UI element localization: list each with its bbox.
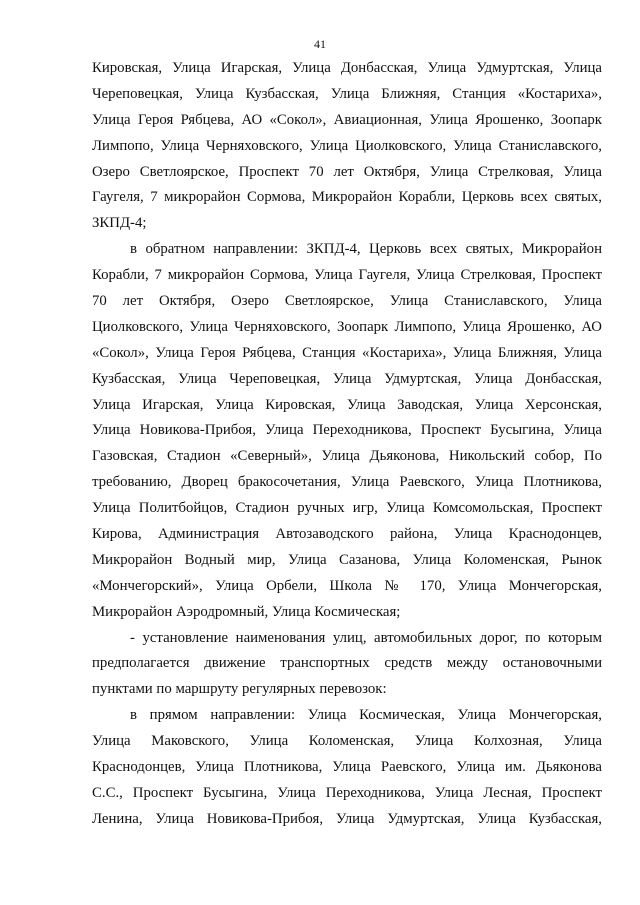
text-line: Микрорайон Водный мир, Улица Сазанова, Улица Коломенская, Рынок (92, 551, 602, 568)
text-line: Улица Игарская, Улица Кировская, Улица Заводская, Улица Херсонская, (92, 396, 602, 413)
text-line: пунктами по маршруту регулярных перевозок: (92, 681, 387, 698)
text-line: Краснодонцев, Улица Плотникова, Улица Раевского, Улица им. Дьяконова (92, 759, 602, 776)
text-line: Ленина, Улица Новикова-Прибоя, Улица Удмуртская, Улица Кузбасская, (92, 810, 602, 827)
text-line: Череповецкая, Улица Кузбасская, Улица Ближняя, Станция «Костариха», (92, 85, 602, 102)
text-line: «Мончегорский», Улица Орбели, Школа № 170, Улица Мончегорская, (92, 577, 602, 594)
text-line: в обратном направлении: ЗКПД-4, Церковь всех святых, Микрорайон (130, 241, 602, 258)
text-line: - установление наименования улиц, автомобильных дорог, по которым (130, 629, 602, 646)
text-line: «Сокол», Улица Героя Рябцева, Станция «Костариха», Улица Ближняя, Улица (92, 344, 602, 361)
text-line: Улица Героя Рябцева, АО «Сокол», Авиационная, Улица Ярошенко, Зоопарк (92, 111, 602, 128)
text-line: ЗКПД-4; (92, 215, 147, 232)
text-line: в прямом направлении: Улица Космическая, Улица Мончегорская, (130, 707, 602, 724)
text-line: Озеро Светлоярское, Проспект 70 лет Октября, Улица Стрелковая, Улица (92, 163, 602, 180)
text-line: С.С., Проспект Бусыгина, Улица Переходникова, Улица Лесная, Проспект (92, 784, 602, 801)
page-number: 41 (314, 37, 326, 51)
text-line: Улица Политбойцов, Стадион ручных игр, Улица Комсомольская, Проспект (92, 500, 602, 517)
text-line: Кирова, Администрация Автозаводского района, Улица Краснодонцев, (92, 526, 602, 543)
text-line: Улица Новикова-Прибоя, Улица Переходникова, Проспект Бусыгина, Улица (92, 422, 602, 439)
text-line: Корабли, 7 микрорайон Сормова, Улица Гаугеля, Улица Стрелковая, Проспект (92, 267, 602, 284)
text-line: 70 лет Октября, Озеро Светлоярское, Улица Станиславского, Улица (92, 293, 602, 310)
text-line: Микрорайон Аэродромный, Улица Космическая; (92, 603, 401, 620)
text-line: Лимпопо, Улица Черняховского, Улица Циолковского, Улица Станиславского, (92, 137, 602, 154)
text-line: Циолковского, Улица Черняховского, Зоопарк Лимпопо, Улица Ярошенко, АО (92, 318, 602, 335)
text-line: Гаугеля, 7 микрорайон Сормова, Микрорайон Корабли, Церковь всех святых, (92, 189, 602, 206)
text-line: Кузбасская, Улица Череповецкая, Улица Удмуртская, Улица Донбасская, (92, 370, 602, 387)
text-line: требованию, Дворец бракосочетания, Улица Раевского, Улица Плотникова, (92, 474, 602, 491)
text-line: Газовская, Стадион «Северный», Улица Дьяконова, Никольский собор, По (92, 448, 602, 465)
body-text (92, 56, 602, 833)
text-line: Улица Маковского, Улица Коломенская, Улица Колхозная, Улица (92, 733, 602, 750)
text-line: Кировская, Улица Игарская, Улица Донбасская, Улица Удмуртская, Улица (92, 60, 602, 76)
text-line: предполагается движение транспортных средств между остановочными (92, 655, 602, 672)
